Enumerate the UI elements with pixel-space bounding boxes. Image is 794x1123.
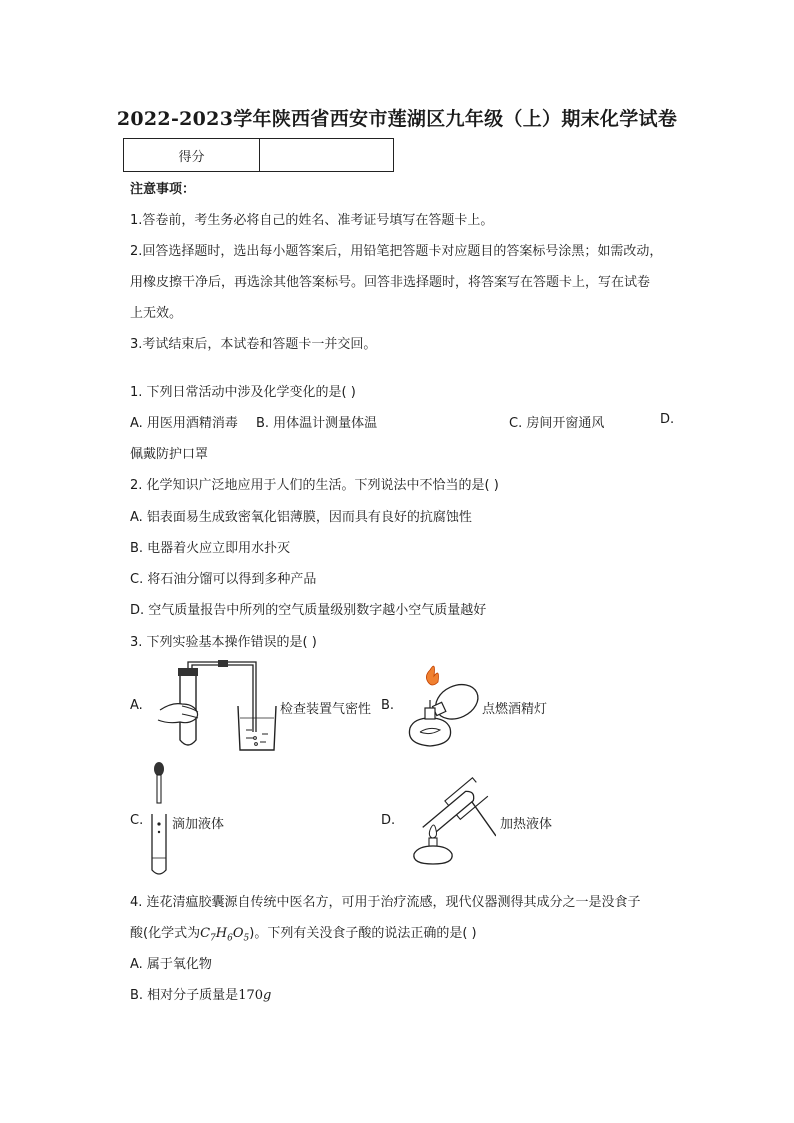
heating-liquid-in-test-tube-icon bbox=[400, 774, 496, 866]
q4-option-b bbox=[130, 984, 271, 1003]
q3-option-c-caption: 滴加液体 bbox=[172, 817, 225, 832]
q1-option-c: C. 房间开窗通风 bbox=[509, 416, 605, 431]
formula-c: C bbox=[200, 926, 211, 941]
notice-heading: 注意事项： bbox=[130, 182, 196, 197]
formula-h: H bbox=[215, 926, 228, 941]
q3-option-a-letter: A. bbox=[130, 698, 143, 713]
q3-option-d-letter: D. bbox=[381, 813, 396, 828]
formula-o: O bbox=[232, 926, 244, 941]
q2-option-c: C. 将石油分馏可以得到多种产品 bbox=[130, 572, 317, 587]
q2-option-b: B. 电器着火应立即用水扑灭 bbox=[130, 541, 291, 556]
q4-stem-post: )。下列有关没食子酸的说法正确的是( ) bbox=[249, 926, 477, 941]
formula-o-count: 5 bbox=[243, 933, 250, 944]
formula-h-count: 6 bbox=[227, 933, 233, 944]
lighting-alcohol-lamp-icon bbox=[396, 660, 486, 752]
airtightness-check-apparatus-icon bbox=[152, 658, 278, 754]
q3-option-b-letter: B. bbox=[381, 698, 395, 713]
formula-c-count: 7 bbox=[210, 933, 216, 944]
notice-item: 上无效。 bbox=[130, 306, 183, 321]
gallic-acid-formula bbox=[200, 926, 250, 944]
q1-option-b: B. 用体温计测量体温 bbox=[256, 416, 378, 431]
q1-option-d-letter: D. bbox=[660, 412, 675, 427]
q2-option-d: D. 空气质量报告中所列的空气质量级别数字越小空气质量越好 bbox=[130, 603, 487, 618]
question-1-stem: 1. 下列日常活动中涉及化学变化的是( ) bbox=[130, 385, 356, 400]
score-label: 得分 bbox=[124, 139, 260, 172]
question-4-stem-line2 bbox=[130, 922, 477, 944]
question-2-stem: 2. 化学知识广泛地应用于人们的生活。下列说法中不恰当的是( ) bbox=[130, 478, 499, 493]
dropper-adding-liquid-icon bbox=[146, 760, 172, 878]
notice-item: 用橡皮擦干净后，再选涂其他答案标号。回答非选择题时，将答案写在答题卡上，写在试卷 bbox=[130, 275, 651, 290]
exam-title: 2022-2023学年陕西省西安市莲湖区九年级（上）期末化学试卷 bbox=[116, 108, 678, 130]
q3-option-c-letter: C. bbox=[130, 813, 144, 828]
score-value-cell[interactable] bbox=[260, 139, 394, 172]
q3-option-d-caption: 加热液体 bbox=[500, 817, 553, 832]
q1-option-a: A. 用医用酒精消毒 bbox=[130, 416, 238, 431]
q4-option-a: A. 属于氧化物 bbox=[130, 957, 212, 972]
notice-item: 2.回答选择题时，选出每小题答案后，用铅笔把答题卡对应题目的答案标号涂黑；如需改动， bbox=[130, 244, 663, 259]
score-table bbox=[123, 138, 394, 172]
notice-item: 1.答卷前，考生务必将自己的姓名、准考证号填写在答题卡上。 bbox=[130, 213, 494, 228]
question-3-stem: 3. 下列实验基本操作错误的是( ) bbox=[130, 635, 317, 650]
q4-option-b-value: 170 bbox=[238, 988, 264, 1003]
q3-option-a-caption: 检查装置气密性 bbox=[280, 702, 372, 717]
q4-option-b-text: B. 相对分子质量是 bbox=[130, 988, 239, 1003]
q2-option-a: A. 铝表面易生成致密氧化铝薄膜，因而具有良好的抗腐蚀性 bbox=[130, 510, 472, 525]
q1-option-d-text: 佩戴防护口罩 bbox=[130, 447, 209, 462]
notice-item: 3.考试结束后，本试卷和答题卡一并交回。 bbox=[130, 337, 377, 352]
q4-option-b-unit: g bbox=[263, 988, 272, 1003]
question-4-stem-line1: 4. 连花清瘟胶囊源自传统中医名方，可用于治疗流感，现代仪器测得其成分之一是没食子 bbox=[130, 895, 641, 910]
q3-option-b-caption: 点燃酒精灯 bbox=[482, 702, 548, 717]
q4-stem-pre: 酸(化学式为 bbox=[130, 926, 201, 941]
